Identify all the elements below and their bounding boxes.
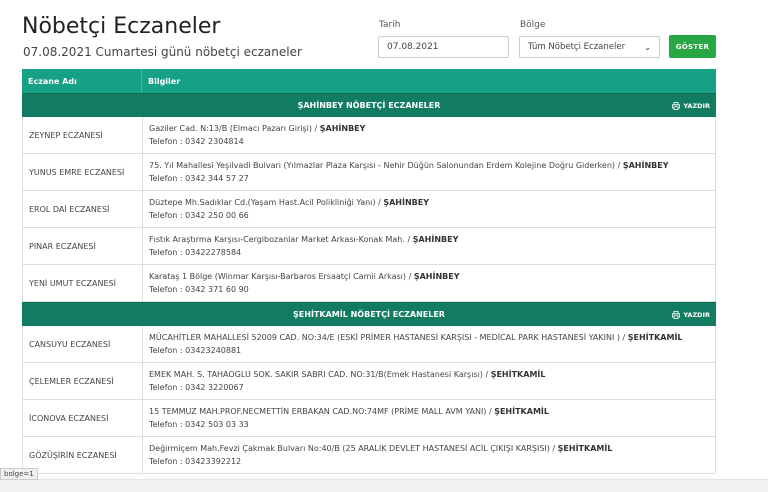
page-subtitle: 07.08.2021 Cumartesi günü nöbetçi eczaneler (23, 45, 302, 59)
printer-icon (672, 311, 680, 319)
address-text: Karataş 1 Bölge (Winmar Karşısı-Barbaros Ersaatçi Camii Arkası) / (149, 272, 414, 281)
date-input[interactable] (378, 36, 509, 58)
pharmacy-info (143, 400, 715, 436)
table-row (22, 265, 716, 302)
table-row (22, 437, 716, 474)
district-text: ŞAHİNBEY (319, 124, 366, 133)
table-body (22, 93, 716, 474)
horizontal-scrollbar[interactable] (0, 479, 768, 492)
pharmacy-name: PINAR ECZANESİ (23, 228, 143, 264)
address-text: Düztepe Mh.Sadıklar Cd.(Yaşam Hast.Acil Polikliniği Yanı) / (149, 198, 384, 207)
print-label: YAZDIR (683, 101, 710, 110)
district-text: ŞEHİTKAMİL (490, 370, 546, 379)
table-header (22, 69, 716, 93)
print-button[interactable] (672, 94, 710, 117)
show-button[interactable]: GÖSTER (669, 35, 716, 58)
address-line (149, 331, 715, 344)
pharmacy-info (143, 437, 715, 473)
pharmacy-info (143, 228, 715, 264)
district-text: ŞAHİNBEY (412, 235, 459, 244)
address-text: EMEK MAH. S. TAHAOGLU SOK. SAKIR SABRI CAD. NO:31/B(Emek Hastanesi Karşısı) / (149, 370, 491, 379)
address-line (149, 233, 715, 246)
district-text: ŞEHİTKAMİL (494, 407, 549, 416)
phone-line: Telefon : 0342 250 00 66 (149, 211, 249, 220)
pharmacy-table (22, 69, 716, 474)
printer-icon (672, 102, 680, 110)
pharmacy-info (143, 363, 715, 399)
page-title: Nöbetçi Eczaneler (22, 14, 221, 39)
group-title: ŞEHİTKAMİL NÖBETÇİ ECZANELER (293, 310, 445, 319)
address-line (149, 196, 715, 209)
phone-line: Telefon : 03422278584 (149, 248, 242, 257)
column-header-info: Bilgiler (148, 76, 181, 86)
table-row (22, 117, 716, 154)
pharmacy-name: İCONOVA ECZANESİ (23, 400, 143, 436)
pharmacy-info (143, 265, 715, 301)
print-label: YAZDIR (683, 310, 710, 319)
address-line (149, 159, 715, 172)
phone-line: Telefon : 0342 2304814 (149, 137, 244, 146)
address-line (149, 122, 715, 135)
pharmacy-info (143, 154, 715, 190)
phone-line: Telefon : 0342 344 57 27 (149, 174, 249, 183)
district-text: ŞEHİTKAMİL (627, 333, 683, 342)
pharmacy-info (143, 117, 715, 153)
address-text: Gaziler Cad. N:13/B (Elmacı Pazarı Girişi) / (149, 124, 320, 133)
pharmacy-name: YUNUS EMRE ECZANESİ (23, 154, 143, 190)
table-row (22, 154, 716, 191)
region-label: Bölge (520, 20, 546, 30)
phone-line: Telefon : 0342 371 60 90 (149, 285, 249, 294)
column-header-name: Eczane Adı (22, 69, 142, 93)
date-label: Tarih (379, 20, 401, 30)
phone-line: Telefon : 0342 503 03 33 (149, 420, 249, 429)
district-text: ŞAHİNBEY (622, 161, 669, 170)
table-row (22, 326, 716, 363)
pharmacy-name: CANSUYU ECZANESİ (23, 326, 143, 362)
group-title: ŞAHİNBEY NÖBETÇİ ECZANELER (297, 101, 441, 110)
region-select[interactable] (519, 36, 660, 58)
address-text: Fıstık Araştırma Karşısı-Cergibozanlar Market Arkası-Konak Mah. / (149, 235, 413, 244)
group-header (22, 93, 716, 117)
group-header (22, 302, 716, 326)
address-text: Değirmiçem Mah.Fevzi Çakmak Bulvarı No:40/B (25 ARALIK DEVLET HASTANESİ ACİL ÇIKIŞI KARŞISI) / (149, 444, 558, 453)
address-line (149, 368, 715, 381)
address-text: 75. Yıl Mahallesi Yeşilvadi Bulvarı (Yılmazlar Plaza Karşısı - Nehir Düğün Salonundan Erdem Kolejine Doğru Giderken) / (149, 161, 623, 170)
district-text: ŞAHİNBEY (413, 272, 460, 281)
status-url: bolge=1 (0, 468, 38, 480)
table-row (22, 363, 716, 400)
address-text: 15 TEMMUZ MAH.PROF.NECMETTİN ERBAKAN CAD.NO:74MF (PRİME MALL AVM YANI) / (149, 407, 495, 416)
pharmacy-name: EROL DAİ ECZANESİ (23, 191, 143, 227)
pharmacy-name: GÖZÜŞİRİN ECZANESİ (23, 437, 143, 473)
pharmacy-name: ZEYNEP ECZANESİ (23, 117, 143, 153)
region-select-value: Tüm Nöbetçi Eczaneler (528, 42, 626, 52)
address-line (149, 270, 715, 283)
phone-line: Telefon : 0342 3220067 (149, 383, 244, 392)
pharmacy-info (143, 326, 715, 362)
district-text: ŞEHİTKAMİL (557, 444, 613, 453)
phone-line: Telefon : 03423240881 (149, 346, 242, 355)
pharmacy-name: YENİ UMUT ECZANESİ (23, 265, 143, 301)
phone-line: Telefon : 03423392212 (149, 457, 242, 466)
district-text: ŞAHİNBEY (383, 198, 429, 207)
print-button[interactable] (672, 303, 710, 326)
chevron-down-icon: ⌄ (644, 42, 651, 52)
address-line (149, 405, 715, 418)
address-line (149, 442, 715, 455)
table-row (22, 191, 716, 228)
pharmacy-info (143, 191, 715, 227)
address-text: MÜCAHİTLER MAHALLESİ 52009 CAD. NO:34/E (ESKİ PRİMER HASTANESİ KARŞISI - MEDİCAL PARK HASTANESİ YAKINI ) / (149, 333, 628, 342)
pharmacy-name: ÇELEMLER ECZANESİ (23, 363, 143, 399)
table-row (22, 400, 716, 437)
table-row (22, 228, 716, 265)
